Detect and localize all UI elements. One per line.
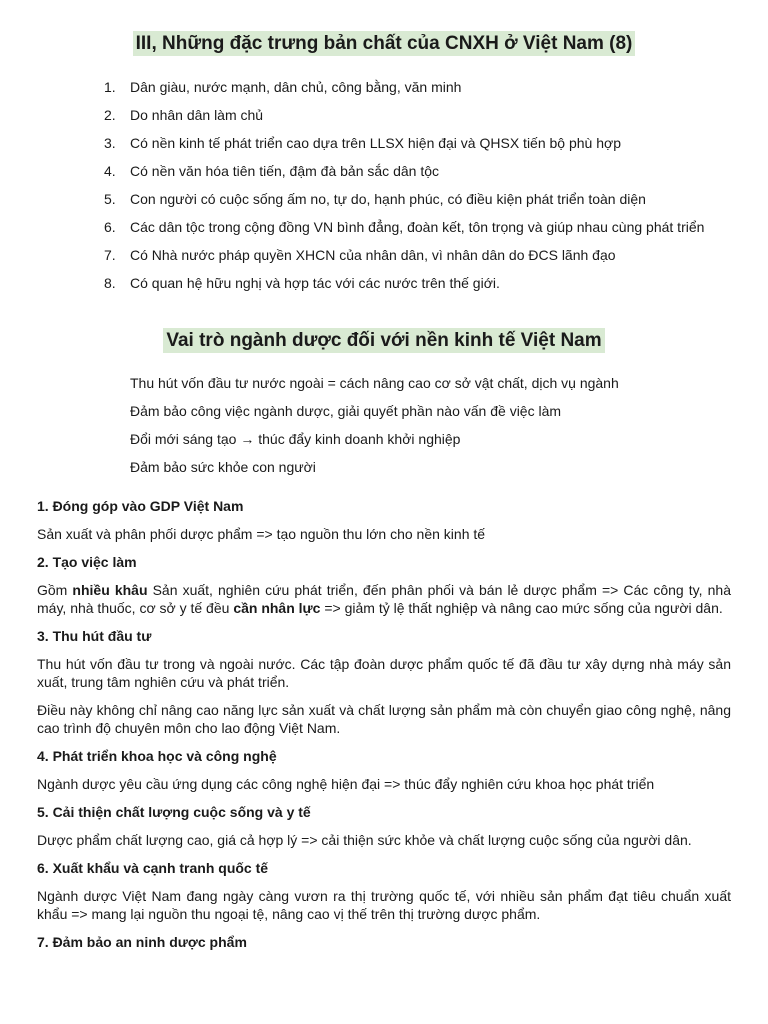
- list-item: [104, 162, 730, 180]
- list-item-number: 1.: [104, 79, 116, 95]
- paragraph-investment-2: Điều này không chỉ nâng cao năng lực sản xuất và chất lượng sản phẩm mà còn chuyển giao công nghệ, nâng cao trình độ chuyên môn cho lao động Việt Nam.: [37, 702, 731, 736]
- section-title-cnxh: [0, 33, 768, 55]
- bold-text: nhiều khâu: [72, 582, 148, 598]
- role-item: Đảm bảo sức khỏe con người: [130, 459, 316, 475]
- paragraph-quality: Dược phẩm chất lượng cao, giá cả hợp lý => cải thiện sức khỏe và chất lượng cuộc sống của người dân.: [37, 832, 692, 848]
- list-item: [104, 78, 730, 96]
- section-title-cnxh-text: III, Những đặc trưng bản chất của CNXH ở Việt Nam (8): [133, 31, 636, 56]
- list-item: [104, 134, 730, 152]
- list-item-text: Có Nhà nước pháp quyền XHCN của nhân dân, vì nhân dân do ĐCS lãnh đạo: [130, 247, 616, 263]
- paragraph-export: Ngành dược Việt Nam đang ngày càng vươn ra thị trường quốc tế, với nhiều sản phẩm đạt tiêu chuẩn xuất khẩu => mang lại nguồn thu ngoại tệ, nâng cao vị thế trên thị trường dược phẩm.: [37, 888, 731, 922]
- roles-list: [130, 374, 730, 486]
- paragraph-science: Ngành dược yêu cầu ứng dụng các công nghệ hiện đại => thúc đẩy nghiên cứu khoa học phát triển: [37, 776, 655, 792]
- list-item: [104, 106, 730, 124]
- list-item-number: 2.: [104, 107, 116, 123]
- list-item-number: 4.: [104, 163, 116, 179]
- list-item-text: Dân giàu, nước mạnh, dân chủ, công bằng, văn minh: [130, 79, 462, 95]
- bold-text: cần nhân lực: [233, 600, 321, 616]
- detail-sections: [37, 497, 731, 961]
- heading-investment: 3. Thu hút đầu tư: [37, 628, 152, 644]
- role-item: Đảm bảo công việc ngành dược, giải quyết phần nào vấn đề việc làm: [130, 403, 562, 419]
- list-item-text: Có quan hệ hữu nghị và hợp tác với các nước trên thế giới.: [130, 275, 500, 291]
- paragraph-gdp: Sản xuất và phân phối dược phẩm => tạo nguồn thu lớn cho nền kinh tế: [37, 526, 486, 542]
- list-item-number: 6.: [104, 219, 116, 235]
- heading-gdp: 1. Đóng góp vào GDP Việt Nam: [37, 498, 244, 514]
- list-item-number: 5.: [104, 191, 116, 207]
- role-item: Đổi mới sáng tạo → thúc đẩy kinh doanh khởi nghiệp: [130, 431, 461, 447]
- list-item-number: 7.: [104, 247, 116, 263]
- heading-security: 7. Đảm bảo an ninh dược phẩm: [37, 934, 247, 950]
- heading-export: 6. Xuất khẩu và cạnh tranh quốc tế: [37, 860, 269, 876]
- list-item-text: Con người có cuộc sống ấm no, tự do, hạnh phúc, có điều kiện phát triển toàn diện: [130, 191, 646, 207]
- traits-list: [104, 78, 730, 302]
- list-item-text: Có nền văn hóa tiên tiến, đậm đà bản sắc dân tộc: [130, 163, 439, 179]
- list-item-number: 3.: [104, 135, 116, 151]
- list-item: [104, 246, 730, 264]
- list-item-text: Các dân tộc trong cộng đồng VN bình đẳng, đoàn kết, tôn trọng và giúp nhau cùng phát triển: [130, 219, 705, 235]
- text-run: Sản xuất, nghiên cứu phát triển, đến phân phối và bán lẻ dược phẩm => Các công ty, nhà máy, nhà thuốc, cơ sở y tế đều: [37, 582, 731, 616]
- text-run: Gồm: [37, 582, 73, 598]
- list-item-text: Do nhân dân làm chủ: [130, 107, 264, 123]
- list-item: [104, 218, 730, 236]
- text-run: => giảm tỷ lệ thất nghiệp và nâng cao mức sống của người dân.: [320, 600, 723, 616]
- paragraph-jobs: [37, 581, 731, 617]
- section-title-pharma: [0, 330, 768, 352]
- list-item-text: Có nền kinh tế phát triển cao dựa trên LLSX hiện đại và QHSX tiến bộ phù hợp: [130, 135, 621, 151]
- heading-quality: 5. Cải thiện chất lượng cuộc sống và y tế: [37, 804, 311, 820]
- section-title-pharma-text: Vai trò ngành dược đối với nền kinh tế Việt Nam: [163, 328, 604, 353]
- role-item: Thu hút vốn đầu tư nước ngoài = cách nâng cao cơ sở vật chất, dịch vụ ngành: [130, 375, 619, 391]
- paragraph-investment-1: Thu hút vốn đầu tư trong và ngoài nước. Các tập đoàn dược phẩm quốc tế đã đầu tư xây dựng nhà máy sản xuất, trung tâm nghiên cứu và phát triển.: [37, 656, 731, 690]
- heading-science: 4. Phát triển khoa học và công nghệ: [37, 748, 277, 764]
- list-item-number: 8.: [104, 275, 116, 291]
- list-item: [104, 274, 730, 292]
- heading-jobs: 2. Tạo việc làm: [37, 554, 137, 570]
- list-item: [104, 190, 730, 208]
